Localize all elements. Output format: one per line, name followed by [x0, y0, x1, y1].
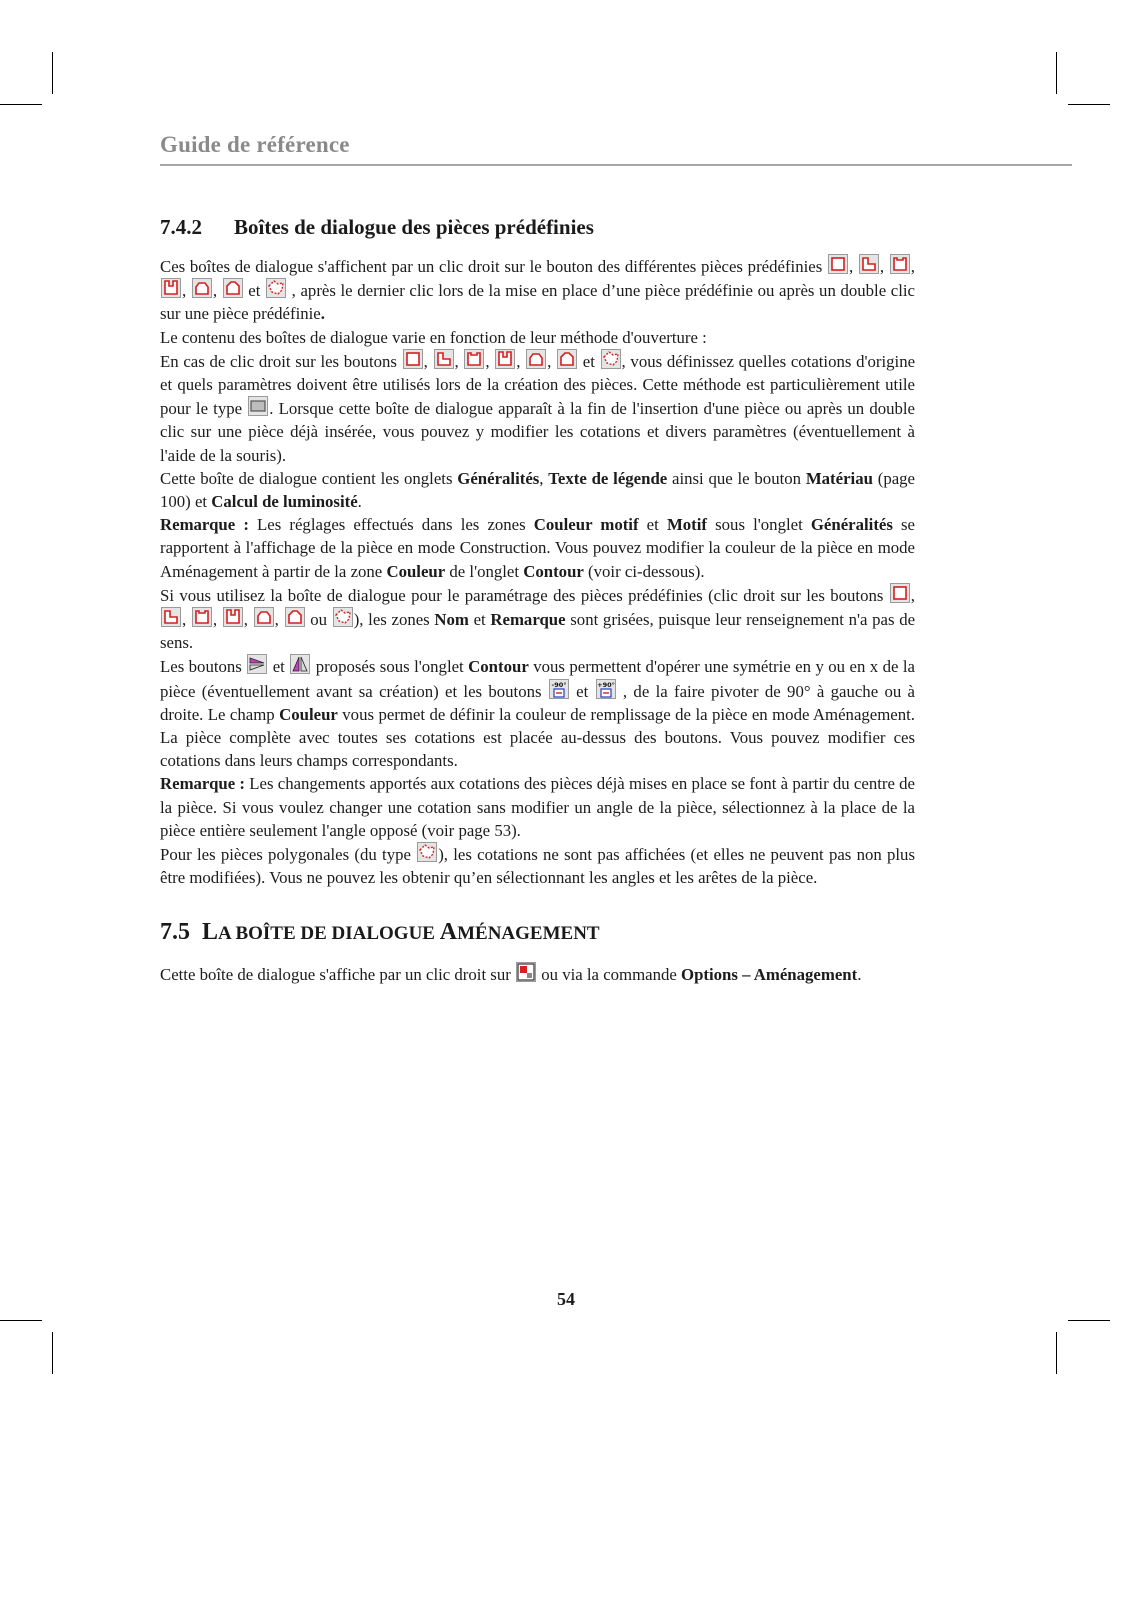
text: sont grisées, puisque leur renseignement n'a pas de sens.	[160, 610, 916, 653]
crop-mark	[52, 52, 53, 94]
field-name: Remarque	[490, 610, 566, 630]
room-gable-icon	[254, 607, 274, 627]
crop-mark	[1068, 1320, 1110, 1321]
text: (page 100) et	[160, 468, 915, 512]
section-heading-7-5	[160, 919, 915, 946]
room-notched-icon	[192, 607, 212, 627]
tab-name: Contour	[523, 561, 584, 581]
text: vous permet de définir la couleur de remplissage de la pièce en mode Aménagement. La pièce complète avec toutes ses cotations est placée au-dessus des boutons. Vous pouvez modifier ces cotations dans leurs champs correspondants.	[160, 704, 915, 771]
text: ,	[879, 257, 889, 276]
paragraph	[160, 842, 915, 889]
running-title: Guide de référence	[160, 132, 350, 157]
text: ,	[423, 351, 433, 371]
text: et	[569, 681, 595, 701]
room-gable-icon	[192, 278, 212, 298]
room-bevel-icon	[285, 607, 305, 627]
room-polygon-icon	[417, 842, 437, 862]
room-gable-icon	[526, 349, 546, 369]
button-name: Matériau	[805, 468, 873, 488]
field-name: Couleur	[386, 561, 446, 581]
running-header	[160, 132, 1072, 166]
text: , de la faire pivoter de 90° à gauche ou à droite. Le champ	[160, 681, 915, 724]
mirror-vertical-icon	[290, 654, 310, 674]
tab-name: Généralités	[457, 468, 540, 488]
paragraph	[160, 254, 915, 326]
text: . Lorsque cette boîte de dialogue apparaît à la fin de l'insertion d'une pièce ou après un double clic sur une pièce déjà insérée, vous pouvez y modifier les cotations et divers paramètres (éventuellement à l'aide de la souris).	[160, 399, 915, 465]
text: ,	[848, 257, 858, 276]
text: et	[468, 610, 491, 630]
crop-mark	[1056, 52, 1057, 94]
text: proposés sous l'onglet	[311, 657, 469, 677]
section-title-initial: A	[439, 919, 458, 946]
text: de l'onglet	[445, 561, 524, 581]
text: ,	[539, 468, 549, 488]
room-l-shape-icon	[161, 607, 181, 627]
text: ,	[182, 610, 191, 630]
text: En cas de clic droit sur les boutons	[160, 351, 402, 371]
field-name: Nom	[434, 610, 469, 630]
crop-mark	[0, 1320, 42, 1321]
svg-text:-90°: -90°	[551, 680, 567, 689]
room-bevel-icon	[223, 278, 243, 298]
text: ), les zones	[353, 610, 435, 630]
text: ,	[454, 351, 464, 371]
field-name: Couleur motif	[533, 515, 639, 535]
text: et	[268, 657, 290, 677]
text: ,	[243, 610, 253, 630]
text: ,	[485, 351, 495, 371]
text: ,	[547, 351, 557, 371]
section-number: 7.4.2	[160, 215, 202, 239]
field-name: Couleur	[279, 704, 338, 724]
note-label: Remarque :	[160, 515, 249, 535]
crop-mark	[1068, 104, 1110, 105]
paragraph	[160, 513, 915, 583]
rotate-right-icon	[596, 679, 616, 699]
crop-mark	[0, 104, 42, 105]
text: Cette boîte de dialogue contient les onglets	[160, 468, 458, 488]
text: .	[357, 492, 362, 512]
text: Les réglages effectués dans les zones	[248, 515, 534, 535]
text: ,	[910, 257, 915, 276]
menu-command: Options – Aménagement	[681, 965, 858, 985]
page-content	[160, 215, 915, 987]
text: ,	[212, 281, 222, 301]
text: .	[320, 304, 325, 324]
button-name: Calcul de luminosité	[211, 492, 358, 512]
text: ,	[516, 351, 526, 371]
section-title: Boîtes de dialogue des pièces prédéfinies	[234, 215, 594, 239]
text: ), les cotations ne sont pas affichées (et elles ne peuvent pas non plus être modifiées). Vous ne pouvez les obtenir qu’en sélectionnant les angles et les arêtes de la pièce.	[160, 845, 915, 888]
page-number: 54	[557, 1289, 575, 1309]
room-polygon-icon	[333, 607, 353, 627]
room-polygon-icon	[601, 349, 621, 369]
crop-mark	[52, 1332, 53, 1374]
room-type-gray-icon	[248, 396, 268, 416]
text: ou via la commande	[537, 965, 682, 985]
text: ainsi que le bouton	[667, 468, 806, 488]
text: Les boutons	[160, 657, 247, 677]
section-number: 7.5	[160, 919, 190, 946]
text: se rapportent à l'affichage de la pièce en mode Construction. Vous pouvez modifier la couleur de la pièce en mode Aménagement à partir de la zone	[160, 515, 915, 581]
paragraph	[160, 326, 915, 349]
text: ,	[910, 585, 915, 605]
text: Les changements apportés aux cotations des pièces déjà mises en place se font à partir du centre de la pièce. Si vous voulez changer une cotation sans modifier un angle de la pièce, sélectionnez à la place de la pièce entière seulement l'angle opposé (voir page 53).	[160, 774, 915, 840]
room-l-shape-icon	[434, 349, 454, 369]
text: .	[857, 965, 862, 985]
text: Pour les pièces polygonales (du type	[160, 845, 417, 865]
room-u-shape-icon	[495, 349, 515, 369]
room-rectangle-icon	[403, 349, 423, 369]
room-rectangle-icon	[890, 583, 910, 603]
section-title-initial: L	[202, 919, 219, 946]
paragraph	[160, 467, 915, 513]
text: et	[638, 515, 667, 535]
layout-button-icon	[516, 962, 536, 982]
paragraph	[160, 349, 915, 467]
text: et	[578, 351, 600, 371]
room-notched-icon	[890, 254, 910, 274]
tab-name: Contour	[468, 657, 529, 677]
svg-text:+90°: +90°	[596, 680, 615, 689]
room-l-shape-icon	[859, 254, 879, 274]
mirror-horizontal-icon	[247, 654, 267, 674]
rotate-left-icon	[549, 679, 569, 699]
note-label: Remarque :	[160, 774, 246, 794]
section-title-part: A BOÎTE DE DIALOGUE	[218, 923, 440, 945]
text: sous l'onglet	[707, 515, 811, 535]
room-bevel-icon	[557, 349, 577, 369]
room-notched-icon	[464, 349, 484, 369]
section-heading-7-4-2	[160, 215, 915, 240]
room-polygon-icon	[266, 278, 286, 298]
field-name: Motif	[666, 515, 708, 535]
text: , après le dernier clic lors de la mise en place d’une pièce prédéfinie ou après un double clic sur une pièce prédéfinie	[160, 281, 915, 324]
text: ,	[182, 281, 191, 301]
paragraph	[160, 654, 915, 772]
text: Ces boîtes de dialogue s'affichent par un clic droit sur le bouton des différentes pièces prédéfinies	[160, 257, 827, 276]
room-u-shape-icon	[223, 607, 243, 627]
text: (voir ci-dessous).	[583, 561, 705, 581]
text: ,	[274, 610, 284, 630]
crop-mark	[1056, 1332, 1057, 1374]
text: vous permettent d'opérer une symétrie en y ou en x de la pièce (éventuellement avant sa création) et les boutons	[160, 657, 915, 701]
paragraph	[160, 962, 915, 986]
tab-name: Texte de légende	[548, 468, 668, 488]
text: Si vous utilisez la boîte de dialogue pour le paramétrage des pièces prédéfinies (clic droit sur les boutons	[160, 585, 889, 605]
paragraph	[160, 583, 915, 655]
text: Cette boîte de dialogue s'affiche par un clic droit sur	[160, 965, 516, 985]
text: , vous définissez quelles cotations d'origine et quels paramètres doivent être utilisés lors de la création des pièces. Cette méthode est particulièrement utile pour le type	[160, 351, 916, 419]
tab-name: Généralités	[810, 515, 893, 535]
paragraph	[160, 772, 915, 842]
text: Le contenu des boîtes de dialogue varie en fonction de leur méthode d'ouverture :	[160, 327, 707, 347]
room-rectangle-icon	[828, 254, 848, 274]
section-title-part: MÉNAGEMENT	[457, 923, 600, 945]
text: ,	[212, 610, 222, 630]
room-u-shape-icon	[161, 278, 181, 298]
text: et	[243, 281, 266, 301]
text: ou	[305, 610, 332, 630]
